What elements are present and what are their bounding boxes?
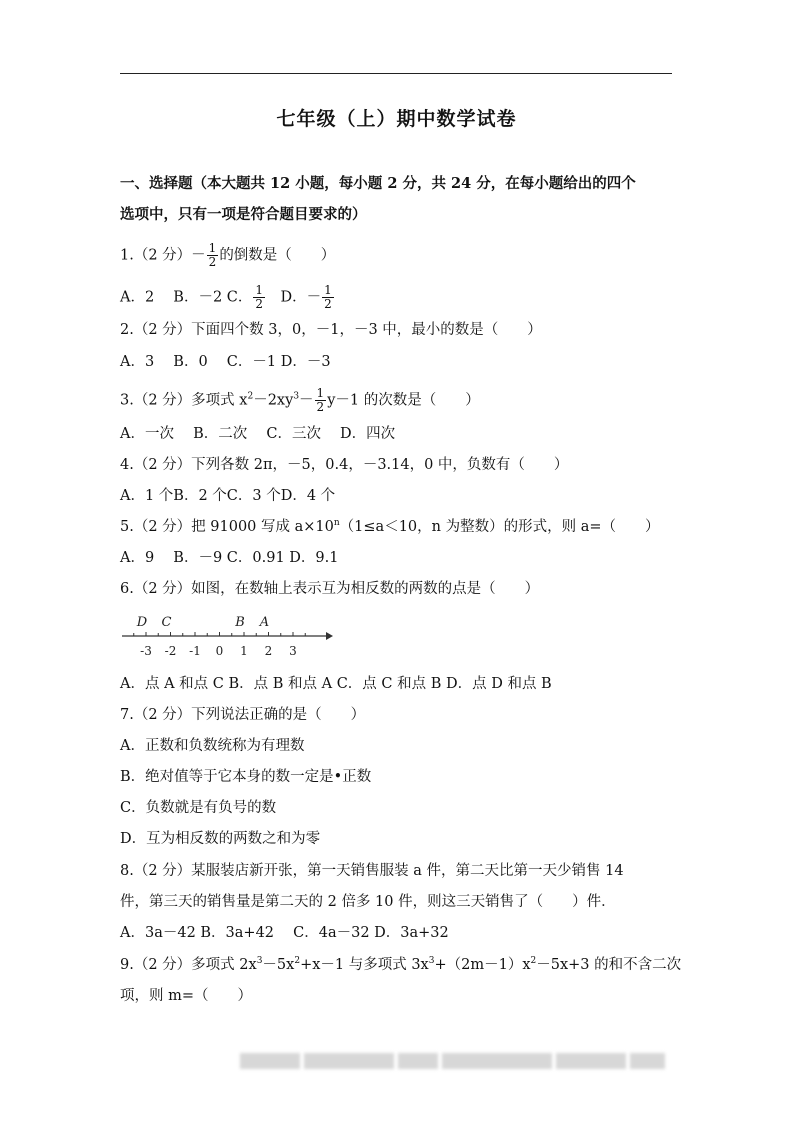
q1-fraction <box>207 242 219 269</box>
question-8-stem-line1: 8.（2 分）某服装店新开张，第一天销售服装 a 件，第二天比第一天少销售 14 <box>120 863 624 879</box>
question-7-option-b: B．绝对值等于它本身的数一定是•正数 <box>120 769 372 785</box>
q1-optd-num: 1 <box>324 283 332 297</box>
q1-optd-den: 2 <box>324 297 332 311</box>
number-line-point-b: B <box>235 615 245 630</box>
question-7-option-c: C．负数就是有负号的数 <box>120 800 277 816</box>
q3-prefix: 3.（2 分）多项式 x <box>120 392 248 409</box>
q1-opt-d-fraction <box>322 284 334 311</box>
number-line-point-d: D <box>136 615 148 630</box>
q3-mid1: －2xy <box>253 392 294 409</box>
q9-s1: 3 <box>256 956 263 967</box>
number-line-figure <box>118 612 338 662</box>
blurred-footer-watermark <box>240 1053 669 1069</box>
q1-optc-den: 2 <box>255 297 264 311</box>
page-title: 七年级（上）期中数学试卷 <box>276 108 517 130</box>
q1-prefix: 1.（2 分）－ <box>120 247 206 264</box>
q1-opt-d: D．－ <box>266 289 322 306</box>
number-line-point-c: C <box>161 615 172 630</box>
number-line-tick-label: 3 <box>289 644 297 658</box>
question-5-options: A．9 B．－9 C．0.91 D．9.1 <box>120 550 339 566</box>
question-3-options: A．一次 B．二次 C．三次 D．四次 <box>120 426 396 442</box>
question-4-options: A．1 个B．2 个C．3 个D．4 个 <box>120 488 336 504</box>
q3-suffix: y－1 的次数是（ ） <box>327 392 480 409</box>
number-line-point-a: A <box>259 615 270 630</box>
q3-sup1: 2 <box>247 391 254 402</box>
q9-s2: 2 <box>294 956 301 967</box>
question-8-options: A．3a－42 B．3a+42 C．4a－32 D．3a+32 <box>120 925 449 941</box>
question-5-stem <box>120 517 660 537</box>
question-9-stem-line2: 项，则 m=（ ） <box>120 988 253 1004</box>
number-line-arrow <box>326 632 333 640</box>
question-7-stem: 7.（2 分）下列说法正确的是（ ） <box>120 707 366 723</box>
q9-p2: －5x <box>262 957 295 973</box>
q9-p1: 9.（2 分）多项式 2x <box>120 957 257 973</box>
number-line-tick-label: -3 <box>140 644 152 658</box>
question-6-options: A．点 A 和点 C B．点 B 和点 A C．点 C 和点 B D．点 D 和点 B <box>120 676 552 692</box>
question-1-stem <box>120 242 335 269</box>
q3-fraction <box>315 387 327 414</box>
q9-p5: －5x+3 的和不含二次 <box>536 957 682 973</box>
q3-mid2: － <box>299 392 314 409</box>
q1-optc-num: 1 <box>255 283 264 297</box>
q9-p4: +（2m－1）x <box>434 957 531 973</box>
q5-prefix: 5.（2 分）把 91000 写成 a×10 <box>120 519 334 535</box>
section-heading-line2: 选项中，只有一项是符合题目要求的） <box>120 206 367 223</box>
q3-sup2: 3 <box>293 391 300 402</box>
question-8-stem-line2: 件，第三天的销售量是第二天的 2 倍多 10 件，则这三天销售了（ ）件． <box>120 894 616 910</box>
section-heading-line1: 一、选择题（本大题共 12 小题，每小题 2 分，共 24 分，在每小题给出的四个 <box>120 175 636 192</box>
q3-frac-den: 2 <box>316 400 325 414</box>
q1-opt-c-fraction <box>253 284 265 311</box>
number-line-tick-label: 1 <box>240 644 248 658</box>
number-line-tick-label: 2 <box>264 644 273 658</box>
q3-frac-num: 1 <box>316 386 325 400</box>
question-2-options: A．3 B．0 C．－1 D．－3 <box>120 354 331 370</box>
q1-opt-abc: A．2 B．－2 C． <box>120 289 253 306</box>
question-3-stem <box>120 387 480 414</box>
q1-suffix: 的倒数是（ ） <box>219 247 336 264</box>
number-line-tick-label: 0 <box>215 644 224 658</box>
question-2-stem: 2.（2 分）下面四个数 3，0，－1，－3 中，最小的数是（ ） <box>120 322 542 338</box>
question-1-options <box>120 284 335 311</box>
question-9-stem-line1 <box>120 955 681 975</box>
number-line-tick-label: -1 <box>189 644 201 658</box>
question-6-stem: 6.（2 分）如图，在数轴上表示互为相反数的两数的点是（ ） <box>120 581 540 597</box>
question-7-option-a: A．正数和负数统称为有理数 <box>120 738 305 754</box>
q1-frac-den: 2 <box>208 255 217 269</box>
q9-s3: 3 <box>428 956 435 967</box>
question-4-stem: 4.（2 分）下列各数 2π，－5，0.4，－3.14，0 中，负数有（ ） <box>120 457 569 473</box>
header-rule <box>120 73 672 74</box>
q1-frac-num: 1 <box>208 241 217 255</box>
q5-sup: n <box>333 518 340 529</box>
q9-p3: +x－1 与多项式 3x <box>300 957 429 973</box>
number-line-tick-label: -2 <box>164 644 177 658</box>
q5-suffix: （1≤a＜10，n 为整数）的形式，则 a=（ ） <box>339 519 660 535</box>
question-7-option-d: D．互为相反数的两数之和为零 <box>120 831 321 847</box>
q9-s4: 2 <box>530 956 537 967</box>
